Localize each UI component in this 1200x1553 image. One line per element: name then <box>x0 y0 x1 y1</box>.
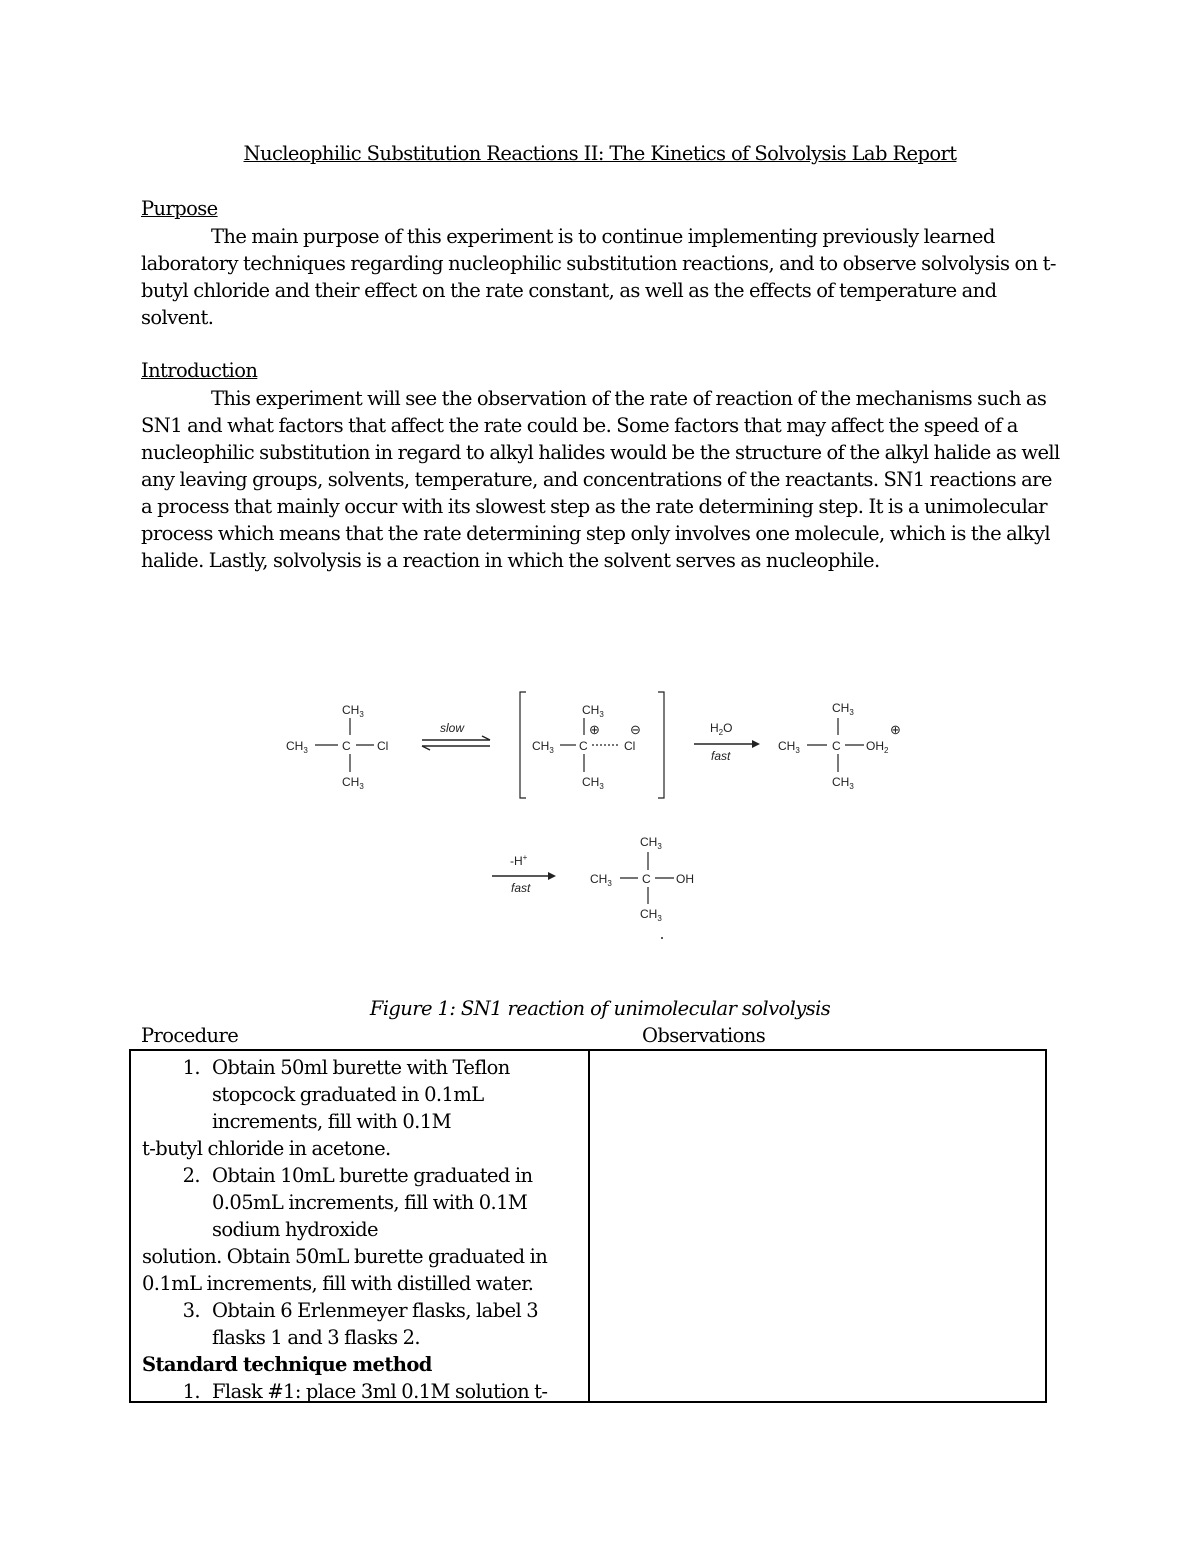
svg-text:CH3: $CH_3$ <box>582 775 604 791</box>
svg-text:⊕: ⊕ <box>589 722 600 737</box>
procedure-line: increments, fill with 0.1M <box>212 1110 451 1133</box>
svg-text:fast: fast <box>511 881 531 895</box>
step-text: Flask #1: place 3ml 0.1M solution t- <box>212 1380 548 1403</box>
transition-state-structure <box>520 692 664 798</box>
procedure-line: 0.1mL increments, fill with distilled water. <box>142 1272 534 1295</box>
reaction-scheme <box>270 680 930 950</box>
step-number: 1. <box>182 1056 200 1079</box>
svg-text:CH3: $CH_3$ <box>342 775 364 791</box>
procedure-line: flasks 1 and 3 flasks 2. <box>212 1326 420 1349</box>
t-butyl-chloride-structure <box>286 703 388 791</box>
purpose-heading: Purpose <box>141 197 218 220</box>
svg-text:C: C <box>342 739 351 753</box>
section-subheading: Standard technique method <box>142 1353 432 1376</box>
svg-text:C: C <box>832 739 841 753</box>
svg-text:CH3: $CH_3$ <box>832 701 854 717</box>
svg-text:H2O: $H_2O$ <box>710 721 733 737</box>
svg-text:CH3: $CH_3$ <box>640 835 662 851</box>
svg-text:CH3: $CH_3$ <box>286 739 308 755</box>
figure-caption: Figure 1: SN1 reaction of unimolecular solvolysis <box>369 997 831 1020</box>
svg-text:CH3: $CH_3$ <box>640 907 662 923</box>
svg-text:CH3: $CH_3$ <box>532 739 554 755</box>
svg-text:OH: OH <box>676 872 694 886</box>
step-text: Obtain 10mL burette graduated in <box>212 1164 533 1187</box>
procedure-line: sodium hydroxide <box>212 1218 378 1241</box>
procedure-line <box>142 1378 572 1403</box>
svg-text:CH3: $CH_3$ <box>590 872 612 888</box>
protonated-alcohol-structure <box>778 701 901 791</box>
procedure-observations-table <box>129 1049 1047 1403</box>
step-number: 1. <box>182 1380 200 1403</box>
svg-text:CH3: $CH_3$ <box>582 703 604 719</box>
purpose-paragraph: The main purpose of this experiment is to continue implementing previously learned laboratory techniques regarding nucleophilic substitution reactions, and to observe solvolysis on t-butyl chloride and their effect on the rate constant, as well as the effects of temperature and solvent. <box>141 225 1056 329</box>
procedure-line: t-butyl chloride in acetone. <box>142 1137 391 1160</box>
procedure-line <box>142 1162 572 1189</box>
svg-text:-H+: -H+ <box>510 853 528 868</box>
step-text: Obtain 50ml burette with Teflon <box>212 1056 510 1079</box>
water-attack-arrow <box>694 721 760 763</box>
observations-column-header: Observations <box>642 1024 766 1047</box>
step-text: Obtain 6 Erlenmeyer flasks, label 3 <box>212 1299 539 1322</box>
sn1-reaction-figure <box>270 680 930 950</box>
equilibrium-arrow <box>422 721 490 750</box>
svg-text:⊕: ⊕ <box>890 722 901 737</box>
svg-text:CH3: $CH_3$ <box>778 739 800 755</box>
t-butyl-alcohol-structure <box>590 835 694 939</box>
procedure-line: stopcock graduated in 0.1mL <box>212 1083 484 1106</box>
svg-text:fast: fast <box>711 749 731 763</box>
document-title: Nucleophilic Substitution Reactions II: The Kinetics of Solvolysis Lab Report <box>243 142 957 165</box>
svg-text:Cl: Cl <box>377 739 389 753</box>
procedure-line <box>142 1054 572 1081</box>
procedure-line: 0.05mL increments, fill with 0.1M <box>212 1191 528 1214</box>
svg-text:⊖: ⊖ <box>630 722 641 737</box>
deprotonation-arrow <box>492 853 556 895</box>
procedure-column-header: Procedure <box>141 1024 239 1047</box>
procedure-line <box>142 1297 572 1324</box>
procedure-line <box>142 1351 572 1378</box>
procedure-line: solution. Obtain 50mL burette graduated in <box>142 1245 548 1268</box>
svg-text:OH2: $OH_2$ <box>866 739 889 755</box>
introduction-paragraph: This experiment will see the observation of the rate of reaction of the mechanisms such as SN1 and what factors that affect the rate could be. Some factors that may affect the speed of a nucleophilic substitution in regard to alkyl halides would be the structure of the alkyl halide as well any leaving groups, solvents, temperature, and concentrations of the reactants. SN1 reactions are a process that mainly occur with its slowest step as the rate determining step. It is a unimolecular process which means that the rate determining step only involves one molecule, which is the alkyl halide. Lastly, solvolysis is a reaction in which the solvent serves as nucleophile. <box>141 387 1060 572</box>
svg-text:CH3: $CH_3$ <box>832 775 854 791</box>
svg-text:C: C <box>642 872 651 886</box>
step-number: 2. <box>182 1164 200 1187</box>
step-number: 3. <box>182 1299 200 1322</box>
svg-text:CH3: $CH_3$ <box>342 703 364 719</box>
introduction-heading: Introduction <box>141 359 258 382</box>
svg-text:slow: slow <box>440 721 465 735</box>
svg-text:Cl: Cl <box>624 739 636 753</box>
svg-text:C: C <box>579 739 588 753</box>
observations-cell <box>590 1051 1045 1401</box>
procedure-cell <box>142 1054 572 1403</box>
